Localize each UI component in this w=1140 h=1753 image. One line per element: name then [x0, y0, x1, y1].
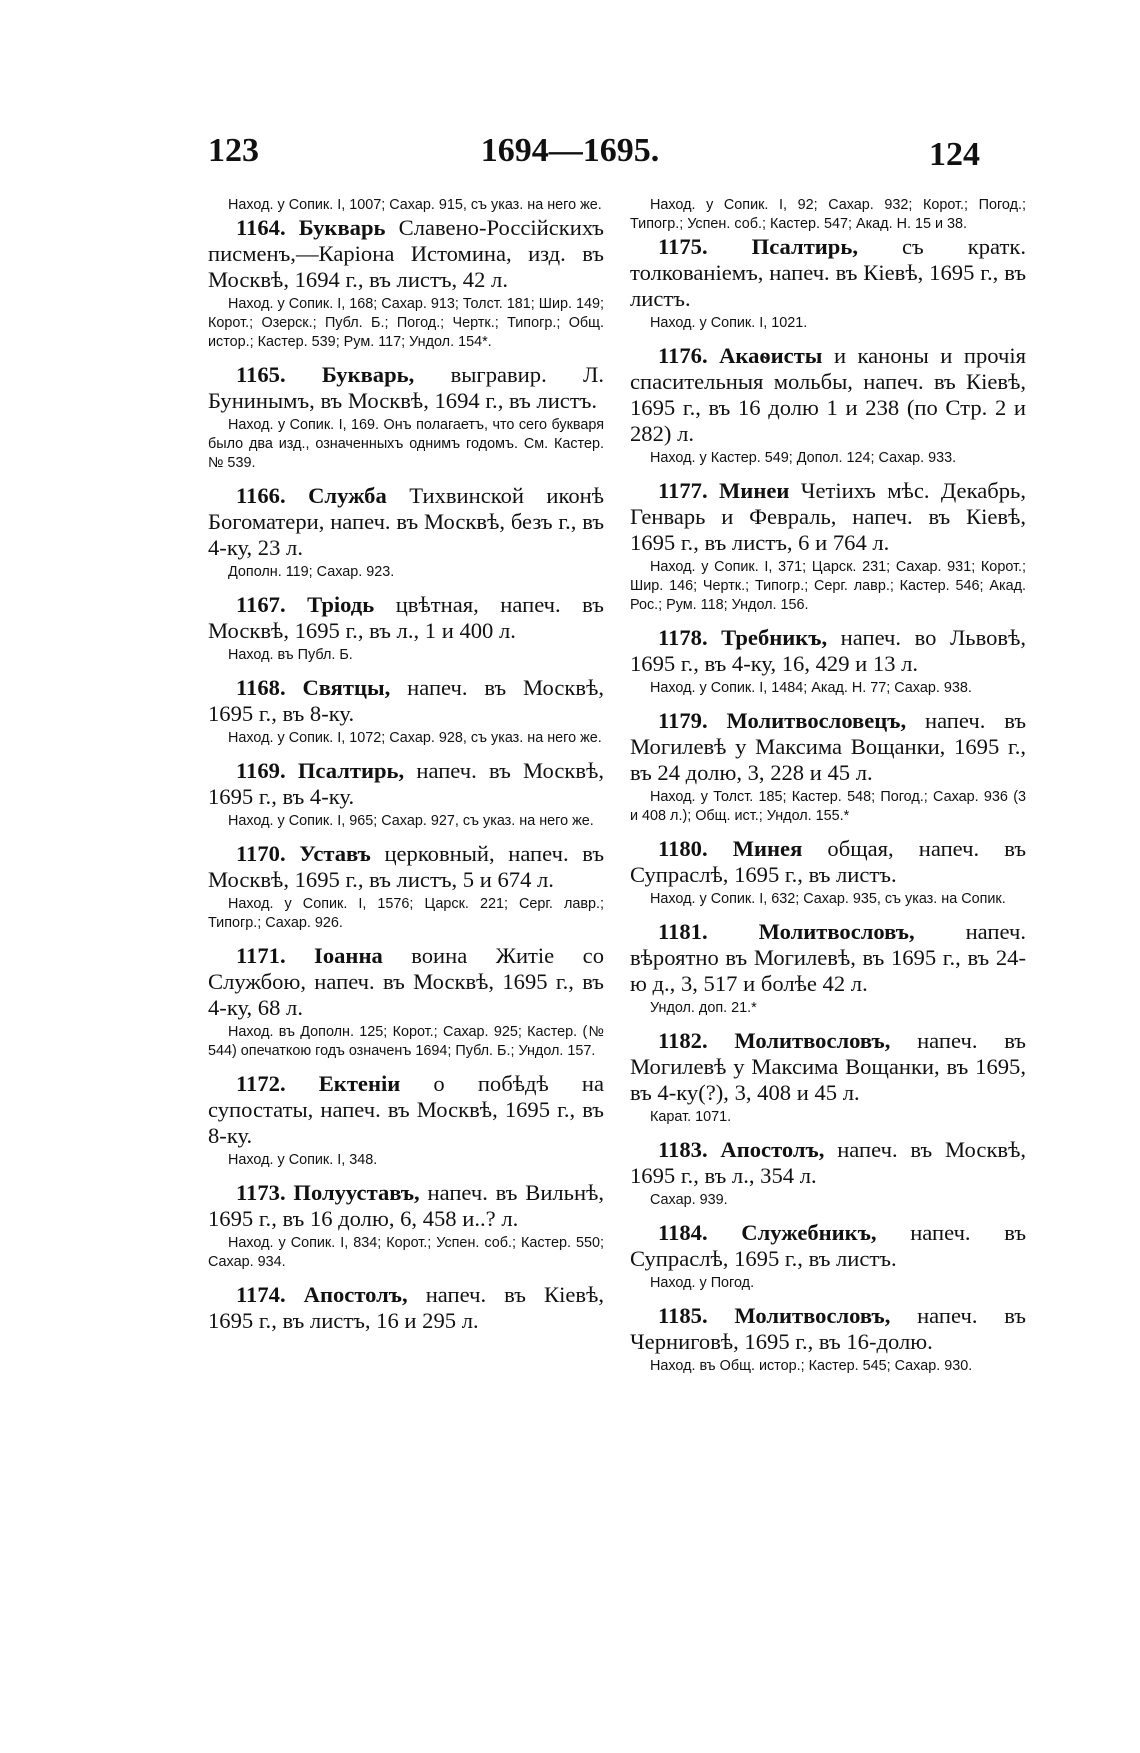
catalog-entry [208, 215, 604, 352]
entry-description: о побѣдѣ на супостаты, напеч. въ Москвѣ, 1695 г., въ 8-ку. [208, 1071, 604, 1148]
entry-text [208, 675, 604, 727]
entry-title: Тріодь [307, 592, 375, 617]
entry-number: 1164. [236, 215, 286, 240]
entry-description: общая, напеч. въ Супраслѣ, 1695 г., въ листъ. [630, 836, 1027, 887]
entry-title: Уставъ [299, 841, 371, 866]
entry-title: Букварь, [321, 362, 415, 387]
entry-description: напеч. вѣроятно въ Могилевѣ, въ 1695 г., въ 24-ю д., 3, 517 и болѣе 42 л. [630, 919, 1026, 996]
entry-text [630, 1028, 1026, 1106]
catalog-entry [208, 675, 604, 748]
entry-text [630, 1303, 1026, 1355]
entry-number: 1184. [658, 1220, 708, 1245]
entry-number: 1170. [236, 841, 286, 866]
entry-description: и каноны и прочія спасительныя мольбы, напеч. въ Кіевѣ, 1695 г., въ 16 долю 1 и 238 (по Стр. 2 и 282) л. [630, 343, 1026, 446]
entry-number: 1185. [658, 1303, 708, 1328]
entry-text [630, 478, 1026, 556]
catalog-entry [208, 592, 604, 665]
catalog-entry [208, 758, 604, 831]
entry-note: Наход. въ Публ. Б. [228, 647, 353, 663]
entry-title: Молитвословецъ, [726, 708, 907, 733]
entry-title: Ектеніи [318, 1071, 401, 1096]
entry-description: напеч. во Львовѣ, 1695 г., въ 4-ку, 16, 429 и 13 л. [630, 625, 1026, 676]
entry-description: Славено-Россійскихъ писменъ,—Каріона Истомина, изд. въ Москвѣ, 1694 г., въ листъ, 42 л. [208, 215, 604, 292]
entry-description: напеч. въ Москвѣ, 1695 г., въ 4-ку. [208, 758, 604, 809]
entry-text [208, 943, 604, 1021]
entry-title: Молитвословъ, [734, 1303, 891, 1328]
catalog-entry [630, 1028, 1026, 1127]
entry-text [208, 483, 604, 561]
catalog-entry [630, 478, 1026, 615]
entry-number: 1179. [658, 708, 708, 733]
entry-note: Наход. у Сопик. I, 1576; Царск. 221; Серг. лавр.; Типогр.; Сахар. 926. [208, 896, 604, 931]
entry-number: 1172. [236, 1071, 286, 1096]
entry-title: Іоанна [314, 943, 383, 968]
entry-number: 1177. [658, 478, 708, 503]
entry-text [208, 215, 604, 293]
entry-text [208, 758, 604, 810]
entry-number: 1178. [658, 625, 708, 650]
entry-note: Наход. у Сопик. I, 632; Сахар. 935, съ указ. на Сопик. [650, 891, 1006, 907]
entry-title: Минеи [718, 478, 790, 503]
catalog-entry [630, 1303, 1026, 1376]
entry-number: 1171. [236, 943, 286, 968]
entry-description: напеч. въ Кіевѣ, 1695 г., въ листъ, 16 и 295 л. [208, 1282, 604, 1333]
page-number-left: 123 [208, 132, 259, 169]
entry-text [630, 836, 1026, 888]
catalog-entry [208, 1071, 604, 1170]
entry-title: Служба [308, 483, 387, 508]
entry-number: 1181. [658, 919, 708, 944]
entry-title: Минея [732, 836, 803, 861]
note-text: Наход. у Сопик. I, 92; Сахар. 932; Корот.; Погод.; Типогр.; Успен. соб.; Кастер. 547; Акад. Н. 15 и 38. [630, 197, 1026, 232]
entry-title: Псалтирь, [297, 758, 405, 783]
entry-description: напеч. въ Могилевѣ у Максима Вощанки, въ 1695, въ 4-ку(?), 3, 408 и 45 л. [630, 1028, 1026, 1105]
entry-note: Наход. у Сопик. I, 1072; Сахар. 928, съ указ. на него же. [228, 730, 602, 746]
entry-note: Наход. въ Дополн. 125; Корот.; Сахар. 925; Кастер. (№ 544) опечаткою годъ означенъ 1694; Публ. Б.; Ундол. 157. [208, 1024, 604, 1059]
carryover-note [208, 196, 604, 215]
entry-text [630, 708, 1026, 786]
catalog-entry [630, 1137, 1026, 1210]
right-column [630, 196, 1026, 1386]
entry-description: цвѣтная, напеч. въ Москвѣ, 1695 г., въ л., 1 и 400 л. [208, 592, 604, 643]
entry-number: 1169. [236, 758, 286, 783]
entry-note: Наход. у Сопик. I, 168; Сахар. 913; Толст. 181; Шир. 149; Корот.; Озерск.; Публ. Б.; Погод.; Чертк.; Типогр.; Общ. истор.; Кастер. 539; Рум. 117; Ундол. 154*. [208, 296, 605, 350]
entry-title: Служебникъ, [741, 1220, 877, 1245]
entry-text [630, 343, 1026, 447]
catalog-entry [630, 919, 1026, 1018]
entry-note: Наход. у Сопик. I, 1021. [650, 315, 808, 331]
catalog-entry [208, 483, 604, 582]
entry-title: Апостолъ, [303, 1282, 408, 1307]
entry-title: Апостолъ, [720, 1137, 825, 1162]
entry-number: 1173. [236, 1180, 286, 1205]
entry-text [208, 362, 604, 414]
entry-title: Букварь [298, 215, 386, 240]
entry-note: Карат. 1071. [650, 1109, 732, 1125]
entry-description: выгравир. Л. Бунинымъ, въ Москвѣ, 1694 г., въ листъ. [208, 362, 604, 413]
entry-text [208, 1282, 604, 1334]
entry-number: 1182. [658, 1028, 708, 1053]
entry-note: Дополн. 119; Сахар. 923. [228, 564, 395, 580]
entry-description: воина Житіе со Службою, напеч. въ Москвѣ, 1695 г., въ 4-ку, 68 л. [208, 943, 604, 1020]
entry-number: 1176. [658, 343, 708, 368]
entry-number: 1166. [236, 483, 286, 508]
entry-number: 1174. [236, 1282, 286, 1307]
entry-text [208, 841, 604, 893]
entry-text [630, 1137, 1026, 1189]
catalog-entry [208, 1180, 604, 1272]
entry-number: 1165. [236, 362, 286, 387]
entry-description: церковный, напеч. въ Москвѣ, 1695 г., въ листъ, 5 и 674 л. [208, 841, 605, 892]
entry-title: Полууставъ, [293, 1180, 420, 1205]
entry-title: Молитвословъ, [758, 919, 915, 944]
catalog-entry [208, 1282, 604, 1334]
entry-number: 1180. [658, 836, 708, 861]
catalog-entry [630, 234, 1026, 333]
entry-title: Акаѳисты [719, 343, 823, 368]
entry-description: съ кратк. толкованіемъ, напеч. въ Кіевѣ, 1695 г., въ листъ. [630, 234, 1026, 311]
entry-description: напеч. въ Черниговѣ, 1695 г., въ 16-долю. [630, 1303, 1026, 1354]
left-column [208, 196, 604, 1344]
entry-note: Наход. у Кастер. 549; Допол. 124; Сахар. 933. [650, 450, 957, 466]
page-number-right: 124 [929, 136, 980, 173]
note-text: Наход. у Сопик. I, 1007; Сахар. 915, съ указ. на него же. [228, 197, 602, 213]
entry-description: напеч. въ Москвѣ, 1695 г., въ л., 354 л. [630, 1137, 1027, 1188]
entry-note: Наход. у Сопик. I, 965; Сахар. 927, съ указ. на него же. [228, 813, 594, 829]
entry-title: Молитвословъ, [734, 1028, 891, 1053]
entry-description: напеч. въ Вильнѣ, 1695 г., въ 16 долю, 6, 458 и..? л. [208, 1180, 604, 1231]
entry-text [208, 1071, 604, 1149]
entry-text [630, 919, 1026, 997]
entry-note: Наход. у Толст. 185; Кастер. 548; Погод.; Сахар. 936 (3 и 408 л.); Общ. ист.; Ундол. 155.* [630, 789, 1026, 824]
catalog-entry [208, 362, 604, 473]
catalog-entry [630, 836, 1026, 909]
entry-title: Святцы, [302, 675, 391, 700]
running-title-years: 1694—1695. [480, 132, 660, 169]
entry-note: Наход. у Сопик. I, 1484; Акад. Н. 77; Сахар. 938. [650, 680, 972, 696]
entry-note: Наход. у Погод. [650, 1275, 755, 1291]
entry-note: Сахар. 939. [650, 1192, 728, 1208]
entry-text [630, 1220, 1026, 1272]
entry-description: напеч. въ Супраслѣ, 1695 г., въ листъ. [630, 1220, 1027, 1271]
catalog-entry [630, 343, 1026, 468]
carryover-note [630, 196, 1026, 234]
entry-note: Наход. у Сопик. I, 348. [228, 1152, 378, 1168]
entry-number: 1175. [658, 234, 708, 259]
entry-note: Наход. въ Общ. истор.; Кастер. 545; Сахар. 930. [650, 1358, 973, 1374]
entry-number: 1168. [236, 675, 286, 700]
page-header [0, 118, 1140, 178]
entry-description: напеч. въ Москвѣ, 1695 г., въ 8-ку. [208, 675, 604, 726]
entry-note: Наход. у Сопик. I, 371; Царск. 231; Сахар. 931; Корот.; Шир. 146; Чертк.; Типогр.; Серг. лавр.; Кастер. 546; Акад. Рос.; Рум. 118; Ундол. 156. [630, 559, 1026, 613]
entry-text [630, 625, 1026, 677]
entry-note: Ундол. доп. 21.* [650, 1000, 757, 1016]
entry-note: Наход. у Сопик. I, 834; Корот.; Успен. соб.; Кастер. 550; Сахар. 934. [208, 1235, 604, 1270]
entry-description: Тихвинской иконѣ Богоматери, напеч. въ Москвѣ, безъ г., въ 4-ку, 23 л. [208, 483, 605, 560]
entry-description: напеч. въ Могилевѣ у Максима Вощанки, 1695 г., въ 24 долю, 3, 228 и 45 л. [630, 708, 1027, 785]
entry-number: 1183. [658, 1137, 708, 1162]
catalog-entry [208, 943, 604, 1061]
entry-title: Псалтирь, [751, 234, 858, 259]
entry-text [630, 234, 1026, 312]
entry-note: Наход. у Сопик. I, 169. Онъ полагаетъ, что сего букваря было два изд., означенныхъ однимъ годомъ. См. Кастер. № 539. [208, 417, 604, 471]
entry-description: Четіихъ мѣс. Декабрь, Генварь и Февраль, напеч. въ Кіевѣ, 1695 г., въ листъ, 6 и 764 л. [630, 478, 1026, 555]
entry-number: 1167. [236, 592, 286, 617]
catalog-entry [208, 841, 604, 933]
catalog-entry [630, 625, 1026, 698]
catalog-entry [630, 1220, 1026, 1293]
entry-title: Требникъ, [721, 625, 828, 650]
catalog-entry [630, 708, 1026, 826]
entry-text [208, 1180, 604, 1232]
entry-text [208, 592, 604, 644]
